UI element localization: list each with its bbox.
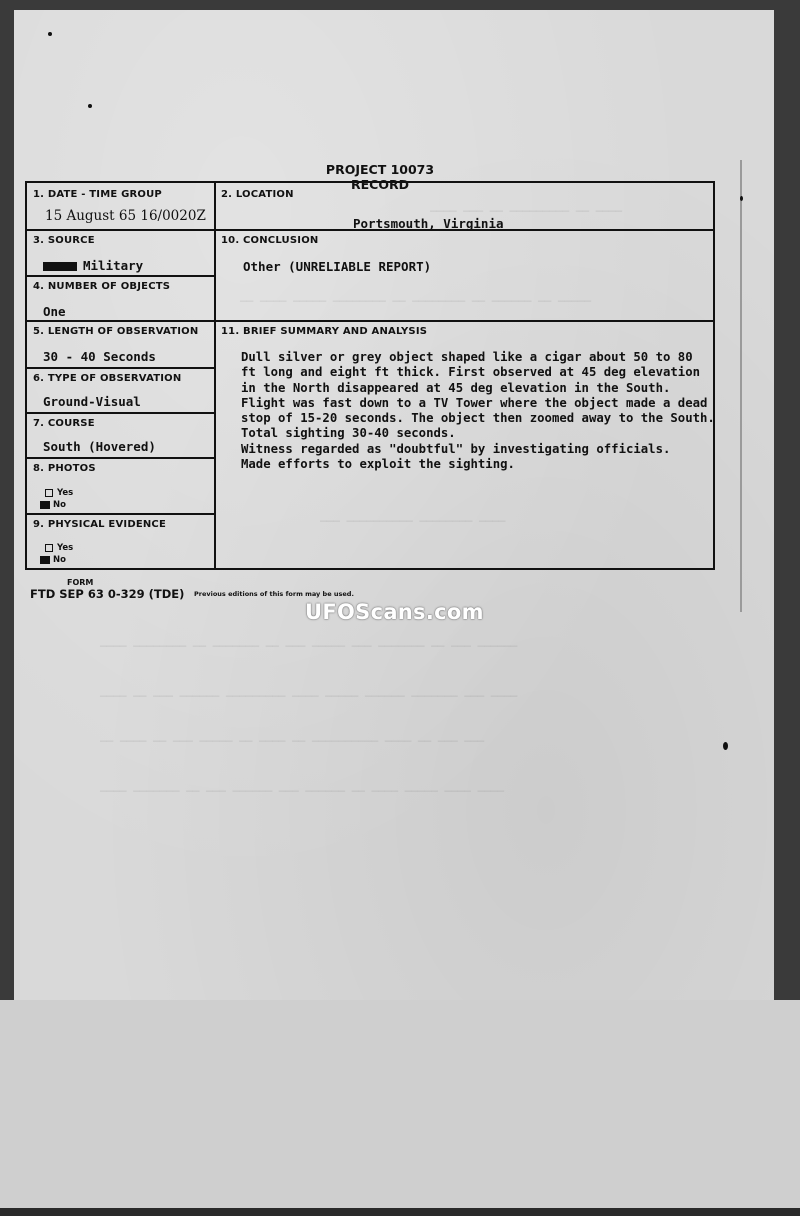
summary-line: Flight was fast down to a TV Tower where the object made a dead: [241, 395, 708, 410]
date-time-label: 1. DATE - TIME GROUP: [33, 189, 162, 200]
page-edge-line: [740, 160, 742, 612]
bleed-through-text: ── ──── ───── ──────── ── ──────── ── ────── ── ─────: [240, 295, 591, 308]
redaction-mark: [43, 262, 77, 271]
summary-line: Total sighting 30-40 seconds.: [241, 426, 456, 441]
number-of-objects-value: One: [43, 304, 66, 319]
location-label: 2. LOCATION: [221, 189, 294, 200]
bleed-through-text: ── ──── ── ─── ───── ── ──── ── ────────── ──── ── ─── ───: [100, 735, 485, 748]
scan-speck: [88, 104, 92, 108]
summary-line: ft long and eight ft thick. First observed at 45 deg elevation: [241, 365, 701, 380]
photos-yes-option[interactable]: Yes: [45, 488, 73, 498]
photos-label: 8. PHOTOS: [33, 463, 96, 474]
row-divider: [27, 412, 214, 414]
summary-line: in the North disappeared at 45 deg elevation in the South.: [241, 380, 671, 395]
conclusion-value: Other (UNRELIABLE REPORT): [243, 259, 432, 274]
row-divider: [27, 457, 214, 459]
course-value: South (Hovered): [43, 439, 156, 454]
bleed-through-text: ─── ────────── ──────── ────: [320, 515, 506, 528]
length-value: 30 - 40 Seconds: [43, 349, 156, 364]
source-value: Military: [43, 258, 143, 273]
underlying-page: [0, 1000, 800, 1216]
scan-speck: [740, 196, 743, 201]
checkbox-icon: [45, 544, 53, 552]
bleed-through-text: ──── ─── ── ───────── ── ────: [430, 205, 623, 218]
record-title: PROJECT 10073 RECORD: [325, 162, 435, 192]
bleed-through-text: ──── ─────── ── ─── ────── ─── ────── ── ──── ───── ──── ────: [100, 785, 504, 798]
source-label: 3. SOURCE: [33, 235, 95, 246]
row-divider: [27, 275, 214, 277]
checkbox-icon: [45, 489, 53, 497]
form-note: Previous editions of this form may be used.: [194, 590, 354, 598]
summary-line: Witness regarded as "doubtful" by investigating officials.: [241, 441, 671, 456]
row-divider: [27, 513, 214, 515]
date-time-value: 15 August 65 16/0020Z: [45, 208, 206, 224]
photos-no-option[interactable]: No: [40, 500, 66, 510]
bleed-through-text: ──── ──────── ── ─────── ── ─── ───── ─── ─────── ── ─── ──────: [100, 640, 518, 653]
summary-label: 11. BRIEF SUMMARY AND ANALYSIS: [221, 326, 428, 337]
form-word: FORM: [67, 578, 94, 587]
course-label: 7. COURSE: [33, 418, 95, 429]
evidence-no-option[interactable]: No: [40, 555, 66, 565]
scan-border: [0, 1208, 800, 1216]
evidence-yes-option[interactable]: Yes: [45, 543, 73, 553]
bleed-through-text: ──── ── ─── ────── ───────── ──── ───── ────── ─────── ─── ────: [100, 690, 518, 703]
physical-evidence-label: 9. PHYSICAL EVIDENCE: [33, 519, 166, 530]
column-divider: [214, 183, 216, 568]
length-label: 5. LENGTH OF OBSERVATION: [33, 326, 199, 337]
location-value: Portsmouth, Virginia: [353, 216, 504, 231]
type-label: 6. TYPE OF OBSERVATION: [33, 373, 182, 384]
checked-box-icon: [40, 556, 50, 564]
summary-text: [241, 350, 715, 472]
scan-speck: [723, 742, 728, 750]
summary-line: stop of 15-20 seconds. The object then zoomed away to the South.: [241, 411, 715, 426]
watermark: UFOScans.com: [305, 600, 484, 624]
row-divider: [27, 229, 214, 231]
checked-box-icon: [40, 501, 50, 509]
summary-line: Made efforts to exploit the sighting.: [241, 457, 515, 472]
row-divider: [27, 320, 715, 322]
type-value: Ground-Visual: [43, 394, 141, 409]
scan-speck: [48, 32, 52, 36]
number-of-objects-label: 4. NUMBER OF OBJECTS: [33, 281, 171, 292]
row-divider: [27, 367, 214, 369]
conclusion-label: 10. CONCLUSION: [221, 235, 319, 246]
record-form: [25, 181, 715, 570]
form-id: FTD SEP 63 0-329 (TDE): [30, 587, 185, 601]
summary-line: Dull silver or grey object shaped like a cigar about 50 to 80: [241, 350, 693, 364]
